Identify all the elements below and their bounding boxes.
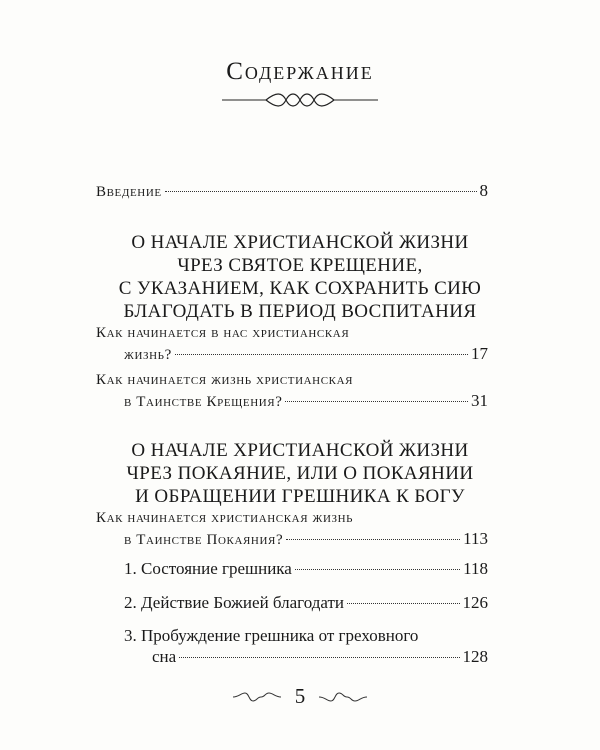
toc-page-number: 128 [462,647,488,666]
toc-page-number: 8 [479,181,488,200]
dot-leader [285,401,468,402]
ornament-right-icon [319,691,367,703]
toc-subentry-awakening[interactable] [152,646,488,668]
toc-page-number: 126 [462,593,488,612]
dot-leader [179,657,459,658]
toc-entry-label: Как начинается христианская жизнь [96,510,354,526]
toc-subentry-sinner-state[interactable] [124,558,488,580]
toc-entry-christian-life[interactable] [124,343,488,366]
page-number: 5 [294,684,306,708]
dot-leader [295,569,460,570]
toc-entry-label: 3. Пробуждение грешника от греховного [124,626,419,645]
section-heading-repentance: О НАЧАЛЕ ХРИСТИАНСКОЙ ЖИЗНИ ЧРЕЗ ПОКАЯНИЕ, ИЛИ О ПОКАЯНИИ И ОБРАЩЕНИИ ГРЕШНИКА К БОГУ [126,440,474,507]
dot-leader [286,539,460,540]
dot-leader [165,191,477,192]
toc-entry-label: 2. Действие Божией благодати [124,593,345,612]
toc-page-number: 118 [463,559,488,578]
toc-subentry-divine-grace[interactable] [124,592,488,614]
toc-entry-label: Как начинается жизнь христианская [96,372,354,388]
toc-entry-label: жизнь? [124,347,172,363]
toc-page-number: 17 [471,344,488,363]
ornament-left-icon [233,691,281,703]
toc-entry-label: Введение [96,184,162,200]
page-footer [0,684,600,709]
toc-entry-intro[interactable] [96,180,488,203]
toc-entry-label: в Таинстве Покаяния? [124,532,284,548]
section-heading-baptism: О НАЧАЛЕ ХРИСТИАНСКОЙ ЖИЗНИ ЧРЕЗ СВЯТОЕ КРЕЩЕНИЕ, С УКАЗАНИЕМ, КАК СОХРАНИТЬ СИЮ БЛАГОДАТЬ В ПЕРИОД ВОСПИТАНИЯ [118,232,482,322]
page-title: Содержание [226,58,374,85]
toc-entry-baptism-sacrament[interactable] [124,390,488,413]
toc-entry-label: сна [152,647,177,666]
dot-leader [347,603,459,604]
ornament-top [222,92,378,108]
toc-entry-label: 1. Состояние грешника [124,559,292,578]
toc-entry-label: в Таинстве Крещения? [124,394,283,410]
toc-page-number: 31 [471,391,488,410]
toc-entry-label: Как начинается в нас христианская [96,325,350,341]
dot-leader [175,354,468,355]
toc-subentry-awakening-line1[interactable] [124,625,418,647]
toc-entry-repentance-sacrament[interactable] [124,528,488,551]
toc-page-number: 113 [463,529,488,548]
